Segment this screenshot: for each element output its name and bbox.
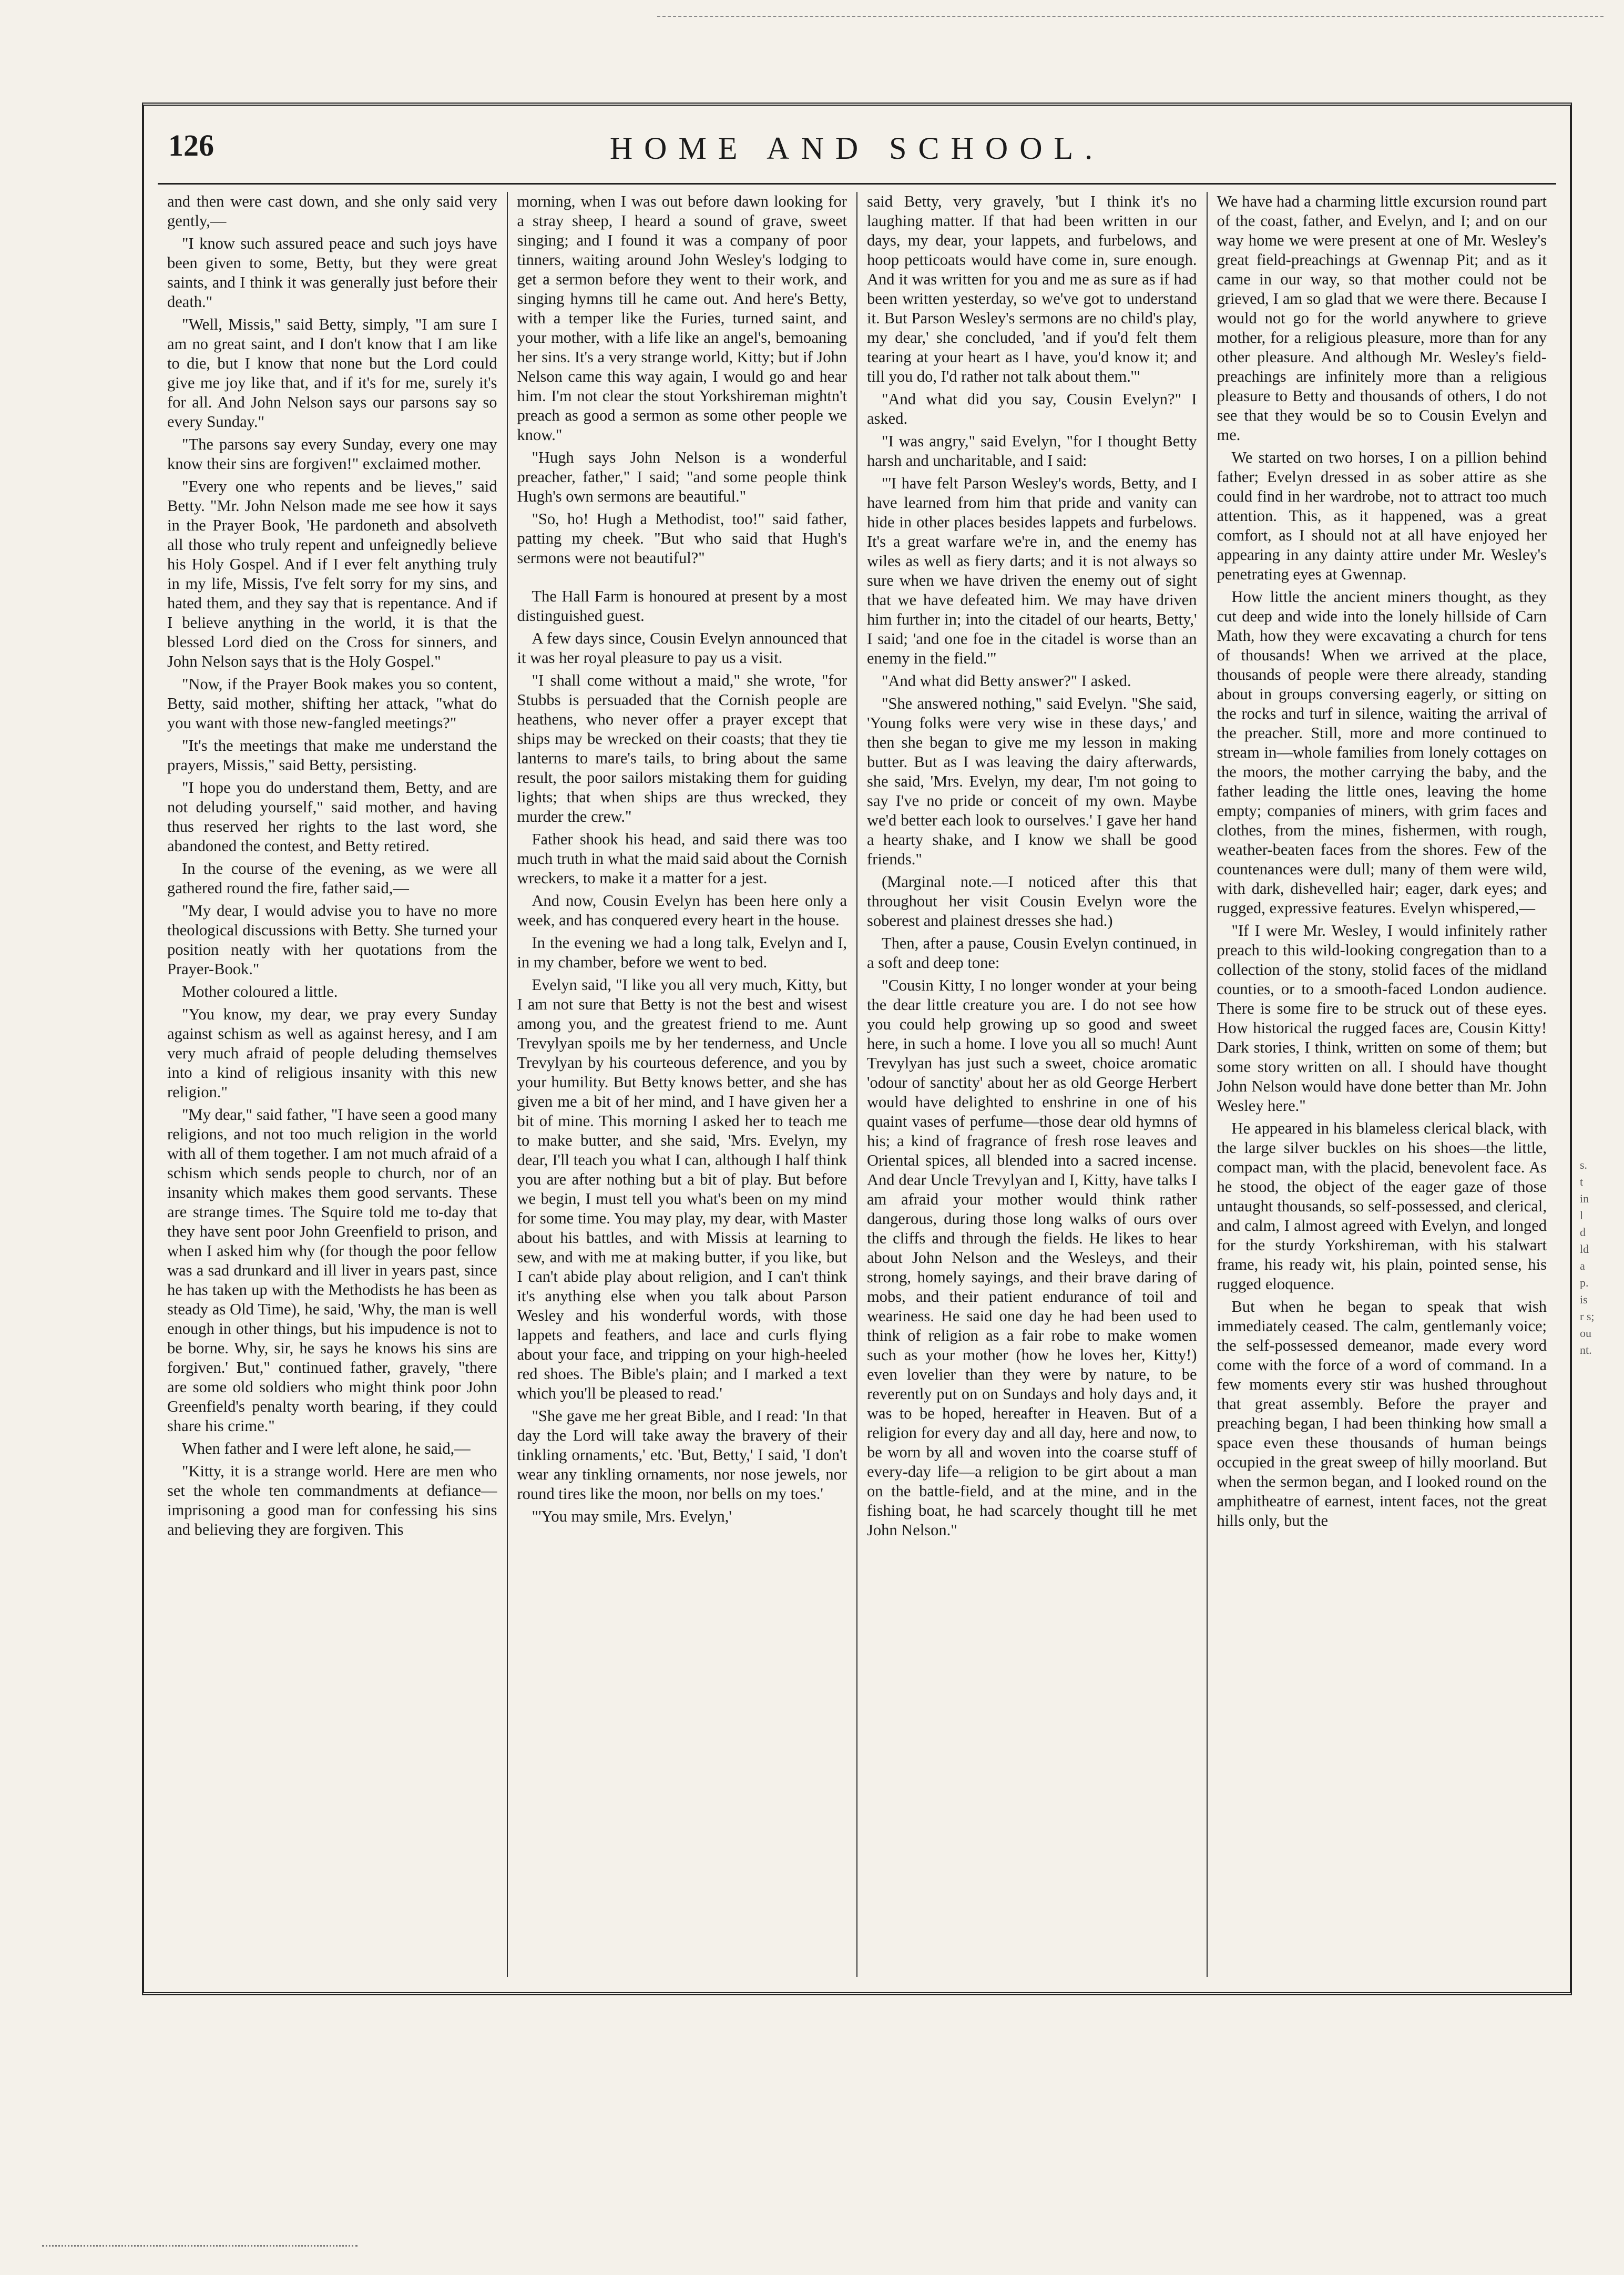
column-4	[1208, 192, 1557, 1977]
paragraph: "The parsons say every Sunday, every one may know their sins are forgiven!" exclaimed mother.	[167, 435, 497, 473]
paragraph: Mother coloured a little.	[182, 983, 338, 1001]
paragraph: "Well, Missis," said Betty, simply, "I am sure I am no great saint, and I don't know that I am like to die, but I know that none but the Lord could give me joy like that, and if it's for me, surely it's for all. And John Nelson says our parsons say so every Sunday."	[167, 315, 497, 431]
paragraph: "Every one who repents and be lieves," said Betty. "Mr. John Nelson made me see how it says in the Prayer Book, 'He pardoneth and absolveth all those who truly repent and unfeignedly believe his Holy Gospel. And if I ever felt anything truly in my life, Missis, I've felt sorry for my sins, and hated them, and they say that is repentance. And if I believe anything in the world, it is that the blessed Lord died on the Cross for sinners, and John Nelson says that is the Holy Gospel."	[167, 477, 497, 670]
margin-fragment: d	[1580, 1226, 1586, 1239]
column-2	[508, 192, 858, 1977]
paragraph: In the evening we had a long talk, Evelyn and I, in my chamber, before we went to bed.	[517, 934, 847, 971]
paragraph: and then were cast down, and she only said very gently,—	[167, 192, 497, 230]
paragraph: Father shook his head, and said there was too much truth in what the maid said about the Cornish wreckers, to make it a matter for a jest.	[517, 830, 847, 887]
paragraph: "My dear," said father, "I have seen a good many religions, and not too much religion in the world with all of them together. I am not much afraid of a schism which sends people to church, nor of an insanity which makes them good servants. These are strange times. The Squire told me to-day that they have sent poor John Greenfield to prison, and when I asked him why (for though the poor fellow was a sad drunkard and ill liver in years past, since he has taken up with the Methodists he has been as steady as Old Time), he said, 'Why, the man is well enough in other things, but his impudence is not to be borne. Why, sir, he says he knows his sins are forgiven.' But," continued father, gravely, "there are some old soldiers who might think poor John Greenfield's penalty worth bearing, if they could share his crime."	[167, 1106, 497, 1435]
margin-fragment: p.	[1580, 1276, 1589, 1289]
paragraph: But when he began to speak that wish immediately ceased. The calm, gentlemanly voice; the self-possessed demeanor, made every word come with the force of a word of command. In a few moments every stir was hushed throughout that great assembly. Before the prayer and preaching began, I had been thinking how small a space even these thousands of human beings occupied in the great sweep of hilly moorland. But when the sermon began, and I looked round on the amphitheatre of earnest, intent faces, not the great hills only, but the	[1217, 1298, 1547, 1529]
paragraph: And now, Cousin Evelyn has been here only a week, and has conquered every heart in the house.	[517, 892, 847, 929]
paragraph: How little the ancient miners thought, as they cut deep and wide into the lonely hillside of Carn Math, how they were excavating a church for tens of thousands! When we arrived at the place, thousands of people were there already, standing about in groups conversing eagerly, or sitting on the rocks and turf in silence, waiting the arrival of the preacher. Still, more and more continued to stream in—whole families from lonely cottages on the moors, the mother carrying the baby, and the father leading the little ones, leaving the home empty; companies of miners, with grim faces and clothes, from the mines, fishermen, with rough, weather-beaten faces from the shores. Few of the countenances were dull; many of them were wild, with dark, dishevelled hair; eager, dark eyes; and rugged, expressive features. Evelyn whispered,—	[1217, 588, 1547, 917]
page-title: HOME AND SCHOOL.	[609, 131, 1105, 166]
text-columns	[158, 192, 1556, 1977]
column-3	[857, 192, 1208, 1977]
page-number: 126	[168, 128, 214, 162]
paragraph: A few days since, Cousin Evelyn announced that it was her royal pleasure to pay us a visit.	[517, 629, 847, 667]
paragraph: "She gave me her great Bible, and I read: 'In that day the Lord will take away the bravery of their tinkling ornaments,' etc. 'But, Betty,' I said, 'I don't wear any tinkling ornaments, nor nose jewels, nor round tires like the moon, nor bells on my toes.'	[517, 1407, 847, 1503]
margin-fragment: in	[1580, 1192, 1589, 1205]
paragraph: (Marginal note.—I noticed after this that throughout her visit Cousin Evelyn wore the soberest and plainest dresses she had.)	[867, 873, 1197, 930]
margin-fragment: s.	[1580, 1158, 1588, 1171]
page-header	[158, 120, 1556, 185]
paragraph: "My dear, I would advise you to have no more theological discussions with Betty. She turned your position neatly with her quotations from the Prayer-Book."	[167, 902, 497, 978]
paragraph: "'I have felt Parson Wesley's words, Betty, and I have learned from him that pride and vanity can hide in other places besides lappets and furbelows. It's a great warfare we're in, and the enemy has wiles as well as fiery darts; and it is not always so sure when we have driven the enemy out of sight that we have defeated him. We may have driven him further in; into the citadel of our hearts, Betty,' I said; 'and one foe in the citadel is worse than an enemy in the field.'"	[867, 474, 1197, 667]
paragraph: "It's the meetings that make me understand the prayers, Missis," said Betty, persisting.	[167, 737, 497, 774]
paragraph: Then, after a pause, Cousin Evelyn continued, in a soft and deep tone:	[867, 934, 1197, 972]
paragraph: "She answered nothing," said Evelyn. "She said, 'Young folks were very wise in these days,' and then she began to give me my lesson in making butter. But as I was leaving the dairy afterwards, she said, 'Mrs. Evelyn, my dear, I'm not going to say I've no pride or conceit of my own. Maybe we'd better each look to ourselves.' I gave her hand a hearty shake, and I know we shall be good friends."	[867, 695, 1197, 868]
paragraph: "If I were Mr. Wesley, I would infinitely rather preach to this wild-looking congregation than to a collection of the stony, stolid faces of the midland counties, or to a smooth-faced London audience. There is some fire to be struck out of these eyes. How historical the rugged faces are, Cousin Kitty! Dark stories, I think, written on some of them; but some story written on all. I should have thought John Nelson would have done better than Mr. John Wesley here."	[1217, 922, 1547, 1115]
paragraph: "So, ho! Hugh a Methodist, too!" said father, patting my cheek. "But who said that Hugh's sermons were not beautiful?"	[517, 510, 847, 567]
paragraph: "I was angry," said Evelyn, "for I thought Betty harsh and uncharitable, and I said:	[867, 432, 1197, 470]
margin-fragment: ou	[1580, 1327, 1591, 1340]
paragraph: "Hugh says John Nelson is a wonderful preacher, father," I said; "and some people think Hugh's own sermons are beautiful."	[517, 448, 847, 505]
column-1	[158, 192, 508, 1977]
margin-fragments	[1580, 1157, 1617, 1359]
margin-fragment: r s;	[1580, 1310, 1595, 1323]
bottom-rule	[42, 2245, 358, 2248]
margin-fragment: nt.	[1580, 1343, 1592, 1356]
paragraph: "I hope you do understand them, Betty, and are not deluding yourself," said mother, and having thus reserved her rights to the last word, she abandoned the contest, and Betty retired.	[167, 779, 497, 855]
paragraph: Evelyn said, "I like you all very much, Kitty, but I am not sure that Betty is not the best and wisest among you, and the greatest friend to me. Aunt Trevylyan spoils me by her tenderness, and Uncle Trevylyan by his courteous deference, and you by your humility. But Betty knows better, and she has given me a bit of her mind, and I have given her a bit of mine. This morning I asked her to teach me to make butter, and she said, 'Mrs. Evelyn, my dear, I'll teach you what I can, although I half think you are after nothing but a bit of play. But before we begin, I must tell you what's been on my mind for some time. You may play, my dear, with Master about his battles, and with Missis at learning to sew, and with me at making butter, if you like, but I can't abide play about religion, and I can't think it's anything else when you talk about Parson Wesley and his wonderful words, with those lappets and feathers, and lace and curls flying about your face, and tripping on your high-heeled red shoes. The Bible's plain; and I marked a text which you'll be pleased to read.'	[517, 976, 847, 1402]
paragraph: The Hall Farm is honoured at present by a most distinguished guest.	[517, 587, 847, 625]
paragraph: "You know, my dear, we pray every Sunday against schism as well as against heresy, and I am very much afraid of people deluding themselves into a kind of religious insanity with this new religion."	[167, 1005, 497, 1101]
margin-fragment: t	[1580, 1175, 1584, 1188]
paragraph: We started on two horses, I on a pillion behind father; Evelyn dressed in as sober attire as she could find in her wardrobe, not to attract too much attention. This, as it happened, was a great comfort, as I should not at all have enjoyed her appearing in any dainty attire under Mr. Wesley's penetrating eyes at Gwennap.	[1217, 448, 1547, 583]
paragraph: When father and I were left alone, he said,—	[182, 1440, 471, 1457]
paragraph: "Cousin Kitty, I no longer wonder at your being the dear little creature you are. I do not see how you could help growing up so good and sweet here, in such a home. I love you all so much! Aunt Trevylyan has just such a sweet, choice aromatic 'odour of sanctity' about her as old George Herbert would have delighted to enshrine in one of his quaint vases of perfume—those dear old hymns of his; a kind of fragrance of fresh rose leaves and Oriental spices, all blended into a sacred incense. And dear Uncle Trevylyan and I, Kitty, have talks I am afraid your mother would think rather dangerous, during those long walks of ours over the cliffs and through the fields. He likes to hear about John Nelson and the Wesleys, and their strong, homely sayings, and their brave daring of mobs, and their patient endurance of toil and weariness. He said one day he had been used to think of religion as a fair robe to make women such as your mother (how he loves her, Kitty!) even lovelier than they were by nature, to be reverently put on on Sundays and holy days and, it was to be hoped, hereafter in Heaven. But of a religion for every day and all day, here and now, to be worn by all and woven into the coarse stuff of every-day life—a religion to be girt about a man on the battle-field, and at the mine, and in the fishing boat, he had scarcely thought till he met John Nelson."	[867, 976, 1197, 1539]
paragraph: In the course of the evening, as we were all gathered round the fire, father said,—	[167, 860, 497, 897]
margin-fragment: l	[1580, 1209, 1584, 1222]
paragraph: "I know such assured peace and such joys have been given to some, Betty, but they were great saints, and I think it was generally just before their death."	[167, 234, 497, 311]
paragraph: He appeared in his blameless clerical black, with the large silver buckles on his shoes—the little, compact man, with the placid, benevolent face. As he stood, the object of the eager gaze of those untaught thousands, so self-possessed, and clerical, and calm, I almost agreed with Evelyn, and longed for the sturdy Yorkshireman, with his stalwart frame, his ready wit, his plain, pointed sense, his rugged eloquence.	[1217, 1119, 1547, 1293]
paragraph: morning, when I was out before dawn looking for a stray sheep, I heard a sound of grave, sweet singing; and I found it was a company of poor tinners, waiting around John Wesley's lodging to get a sermon before they went to their work, and singing hymns till he came out. And here's Betty, with a temper like the Furies, turned saint, and your mother, with a life like an angel's, bemoaning her sins. It's a very strange world, Kitty; but if John Nelson came this way again, I would go and hear him. I'm not clear the stout Yorkshireman mightn't preach as good a sermon as some other people we know."	[517, 192, 847, 444]
paragraph: "I shall come without a maid," she wrote, "for Stubbs is persuaded that the Cornish people are heathens, who never offer a prayer except that ships may be wrecked on their coasts; that they tie lanterns to mare's tails, to bring about the same result, the poor sailors mistaking them for guiding lights; that when ships are thus wrecked, they murder the crew."	[517, 671, 847, 825]
paragraph: "And what did you say, Cousin Evelyn?" I asked.	[867, 390, 1197, 427]
paragraph: We have had a charming little excursion round part of the coast, father, and Evelyn, and I; and on our way home we were present at one of Mr. Wesley's great field-preachings at Gwennap Pit; and as it came in our way, so that mother could not be grieved, I am so glad that we were there. Because I would not go for the world anywhere to grieve mother, for a religious pleasure, more than for any other pleasure. And although Mr. Wesley's field-preachings are infinitely more than a religious pleasure to Betty and thousands of others, I do not see that they would be so to Cousin Evelyn and me.	[1217, 192, 1547, 444]
paragraph: "And what did Betty answer?" I asked.	[882, 672, 1131, 690]
margin-fragment: is	[1580, 1293, 1588, 1306]
top-rule	[657, 16, 1603, 18]
margin-fragment: a	[1580, 1259, 1585, 1272]
paragraph: "Now, if the Prayer Book makes you so content, Betty, said mother, shifting her attack, "what do you want with those new-fangled meetings?"	[167, 675, 497, 732]
paragraph: said Betty, very gravely, 'but I think it's no laughing matter. If that had been written in our days, my dear, your lappets, and furbelows, and hoop petticoats would have come in, sure enough. And it was written for you and me as sure as if had been written yesterday, so we've got to understand it. But Parson Wesley's sermons are no child's play, my dear,' she concluded, 'and if you'd felt them tearing at your heart as I have, you'd know it; and till you do, I'd rather not talk about them.'"	[867, 192, 1197, 385]
paragraph: "Kitty, it is a strange world. Here are men who set the whole ten commandments at defiance—imprisoning a good man for confessing his sins and believing they are forgiven. This	[167, 1462, 497, 1538]
margin-fragment: ld	[1580, 1242, 1589, 1256]
paragraph: "'You may smile, Mrs. Evelyn,'	[532, 1507, 732, 1525]
